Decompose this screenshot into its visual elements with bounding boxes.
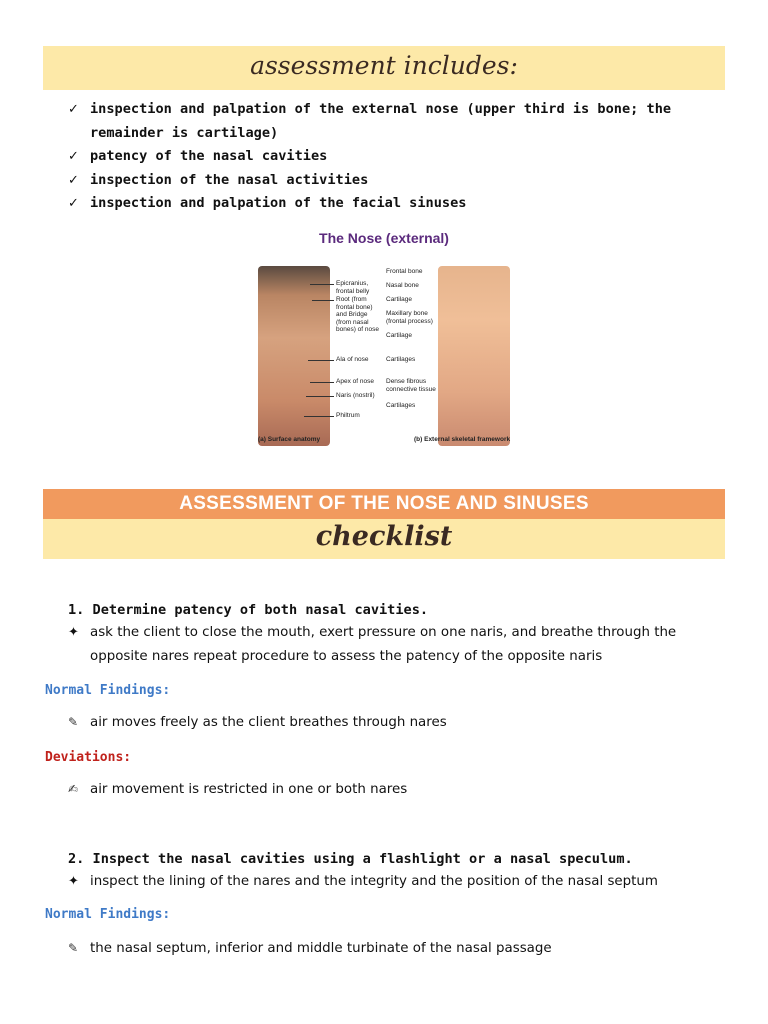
- list-item: [68, 169, 718, 193]
- figure-label: Maxillary bone (frontal process): [386, 310, 433, 325]
- list-item: [68, 98, 718, 145]
- checklist-header: checklist: [43, 519, 725, 559]
- leader-line: [304, 416, 334, 417]
- check-icon: ✓: [68, 102, 79, 117]
- list-item-text: inspection and palpation of the external nose (upper third is bone; the remainder is cartilage): [90, 101, 672, 141]
- normal-finding: [68, 941, 552, 956]
- pencil-icon: ✎: [68, 941, 79, 955]
- figure-label: Nasal bone: [386, 282, 419, 289]
- list-item: [68, 192, 718, 216]
- checklist-item-2: [68, 848, 728, 894]
- skeletal-framework-illustration: [438, 266, 510, 446]
- leader-line: [312, 300, 334, 301]
- list-item-text: inspection of the nasal activities: [90, 171, 369, 188]
- figure-label: Cartilages: [386, 402, 416, 409]
- instruction-text: ask the client to close the mouth, exert pressure on one naris, and breathe through the opposite nares repeat procedure to assess the patency of the opposite naris: [90, 625, 677, 664]
- figure-label: Cartilage: [386, 332, 413, 339]
- leader-line: [306, 396, 334, 397]
- star-bullet-icon: ✦: [68, 874, 79, 889]
- figure-label: Root (from frontal bone) and Bridge (from nasal bones) of nose: [336, 296, 380, 333]
- item-title: 1. Determine patency of both nasal cavities.: [68, 602, 429, 618]
- figure-caption-b: (b) External skeletal framework: [414, 436, 511, 443]
- section-header-nose-sinuses: ASSESSMENT OF THE NOSE AND SINUSES: [43, 489, 725, 519]
- star-bullet-icon: ✦: [68, 625, 79, 640]
- figure-caption-a: (a) Surface anatomy: [258, 436, 321, 443]
- finding-text: the nasal septum, inferior and middle turbinate of the nasal passage: [90, 941, 552, 956]
- pencil-icon: ✎: [68, 715, 79, 729]
- figure-label: Naris (nostril): [336, 392, 375, 399]
- leader-line: [310, 382, 334, 383]
- leader-line: [310, 284, 334, 285]
- deviations-label: Deviations:: [45, 750, 132, 765]
- figure-label: Cartilage: [386, 296, 413, 303]
- leader-line: [308, 360, 334, 361]
- list-item-text: inspection and palpation of the facial sinuses: [90, 195, 467, 211]
- item-title: 2. Inspect the nasal cavities using a flashlight or a nasal speculum.: [68, 851, 633, 867]
- figure-label: Frontal bone: [386, 268, 423, 275]
- list-item-text: patency of the nasal cavities: [90, 148, 328, 164]
- item-instruction: [68, 621, 728, 669]
- item-instruction: [68, 870, 728, 894]
- includes-list: [68, 98, 718, 216]
- writing-hand-icon: ✍: [68, 782, 79, 796]
- check-icon: ✓: [68, 172, 79, 188]
- figure-label: Philtrum: [336, 412, 360, 419]
- deviation-finding: [68, 782, 407, 797]
- normal-finding: [68, 715, 447, 730]
- normal-findings-label: Normal Findings:: [45, 907, 171, 922]
- nose-anatomy-figure: [250, 226, 518, 456]
- list-item: [68, 145, 718, 169]
- checklist-item-1: [68, 599, 728, 669]
- finding-text: air movement is restricted in one or both nares: [90, 782, 408, 797]
- section-header-assessment-includes: assessment includes:: [43, 46, 725, 90]
- check-icon: ✓: [68, 149, 79, 164]
- figure-label: Cartilages: [386, 356, 416, 363]
- figure-label: Epicranius, frontal belly: [336, 280, 370, 295]
- figure-label: Ala of nose: [336, 356, 369, 363]
- finding-text: air moves freely as the client breathes through nares: [90, 715, 447, 730]
- figure-label: Dense fibrous connective tissue: [386, 378, 436, 393]
- surface-anatomy-photo: [258, 266, 330, 446]
- figure-title: The Nose (external): [319, 230, 449, 246]
- instruction-text: inspect the lining of the nares and the integrity and the position of the nasal septum: [90, 874, 658, 889]
- normal-findings-label: Normal Findings:: [45, 683, 171, 698]
- figure-label: Apex of nose: [336, 378, 374, 385]
- check-icon: ✓: [68, 196, 79, 211]
